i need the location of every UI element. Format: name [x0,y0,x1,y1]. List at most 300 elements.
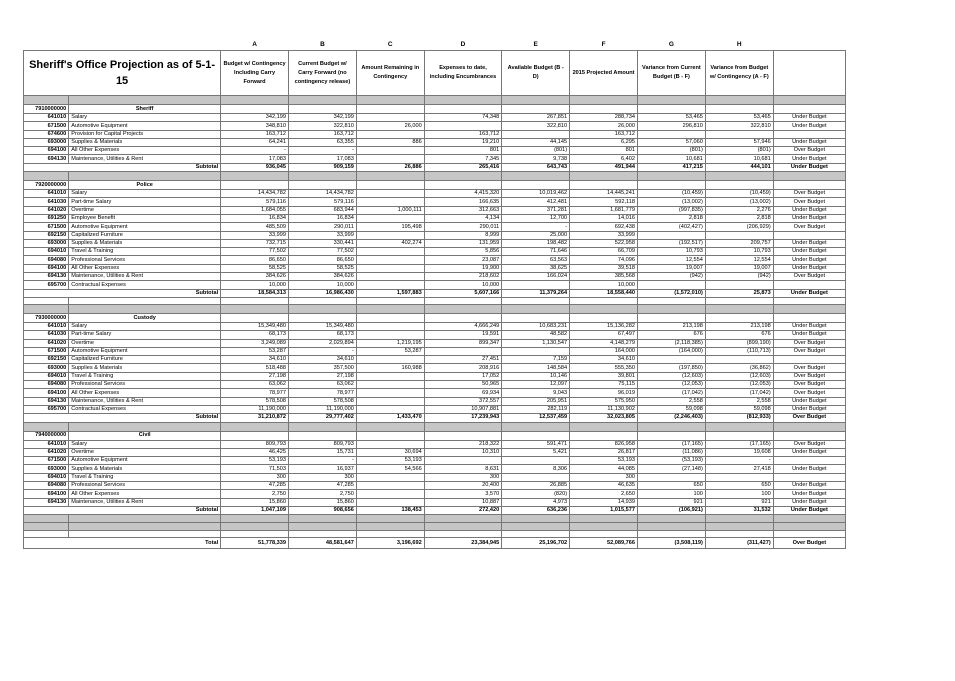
separator-cell [637,422,705,431]
value-cell: 4,973 [502,498,570,506]
separator-cell [705,523,773,531]
table-row [24,214,846,222]
blank-row [24,531,846,538]
value-cell [356,498,424,506]
account-code: 693000 [24,239,69,247]
section-separator [24,422,846,431]
value-cell: 53,193 [221,457,289,465]
letter-blank [773,40,845,51]
account-code: 693000 [24,138,69,146]
value-cell: 26,000 [570,122,638,130]
account-description: Capitalized Furniture [69,356,221,364]
table-row [24,448,846,456]
value-cell: 290,011 [424,223,502,231]
value-cell: (12,603) [705,372,773,380]
value-cell: 555,350 [570,364,638,372]
account-code: 641020 [24,206,69,214]
value-cell: 163,712 [424,130,502,138]
empty-cell [773,181,845,190]
value-cell: 6,402 [570,155,638,163]
value-cell: 2,558 [705,397,773,405]
section-header [24,431,846,440]
value-cell: 205,951 [502,397,570,405]
value-cell: 33,999 [570,231,638,239]
table-row [24,405,846,413]
column-header: Amount Remaining in Contingency [356,51,424,96]
value-cell: 63,355 [288,138,356,146]
value-cell [637,356,705,364]
value-cell: 14,434,782 [288,190,356,198]
status-cell: Under Budget [773,322,845,330]
value-cell: 54,566 [356,465,424,473]
status-cell [773,281,845,289]
table-row [24,347,846,355]
empty-cell [69,531,221,538]
value-cell: 10,681 [637,155,705,163]
value-cell: 10,000 [288,281,356,289]
value-cell: 809,793 [221,440,289,448]
column-header: Available Budget (B - D) [502,51,570,96]
subtotal-value: 491,944 [570,163,638,171]
account-description: All Other Expenses [69,490,221,498]
account-code: 694100 [24,389,69,397]
section-separator [24,304,846,313]
status-cell [773,130,845,138]
column-letter: G [668,40,674,48]
value-cell [705,281,773,289]
empty-cell [637,297,705,304]
subtotal-value: 909,159 [288,163,356,171]
account-code: 694130 [24,397,69,405]
value-cell: 38,625 [502,264,570,272]
separator-cell [424,172,502,181]
value-cell: 14,434,782 [221,190,289,198]
value-cell [502,347,570,355]
value-cell: 77,502 [221,248,289,256]
subtotal-value: 25,873 [705,289,773,297]
empty-cell [773,431,845,440]
value-cell: 19,007 [705,264,773,272]
separator-cell [424,515,502,523]
column-letter: F [601,40,606,48]
status-cell: Under Budget [773,248,845,256]
empty-cell [356,297,424,304]
value-cell: 218,322 [424,440,502,448]
value-cell: 19,608 [705,448,773,456]
value-cell [502,281,570,289]
value-cell [637,231,705,239]
value-cell: (53,193) [637,457,705,465]
value-cell: 342,199 [221,114,289,122]
value-cell: 322,810 [502,122,570,130]
section-separator [24,523,846,531]
subtotal-label: Subtotal [24,506,221,514]
table-row [24,490,846,498]
value-cell: 47,285 [288,481,356,489]
subtotal-value: 26,886 [356,163,424,171]
value-cell: 10,907,881 [424,405,502,413]
empty-cell [24,297,69,304]
value-cell: 148,584 [502,364,570,372]
section-name: Civil [69,431,221,440]
value-cell: (36,862) [705,364,773,372]
value-cell: (17,165) [637,440,705,448]
value-cell: 77,502 [288,248,356,256]
value-cell [502,457,570,465]
value-cell: 34,610 [288,356,356,364]
value-cell: 921 [637,498,705,506]
empty-cell [356,531,424,538]
status-cell: Over Budget [773,273,845,281]
value-cell: 17,052 [424,372,502,380]
value-cell: 676 [705,331,773,339]
table-row [24,440,846,448]
subtotal-value: (106,921) [637,506,705,514]
empty-cell [502,297,570,304]
subtotal-label: Subtotal [24,163,221,171]
value-cell: 64,241 [221,138,289,146]
value-cell [356,331,424,339]
value-cell: 59,098 [705,405,773,413]
value-cell: 1,130,547 [502,339,570,347]
value-cell [356,198,424,206]
table-row [24,206,846,214]
value-cell: 14,939 [570,498,638,506]
separator-cell [570,304,638,313]
empty-cell [356,105,424,114]
value-cell: 330,441 [288,239,356,247]
account-code: 671500 [24,122,69,130]
value-cell: 63,062 [288,381,356,389]
value-cell [356,231,424,239]
table-row [24,248,846,256]
status-cell: Over Budget [773,389,845,397]
separator-cell [424,96,502,105]
value-cell [637,281,705,289]
subtotal-status: Over Budget [773,414,845,422]
value-cell [356,481,424,489]
account-description: Supplies & Materials [69,364,221,372]
empty-cell [221,531,289,538]
column-letter: A [252,40,257,48]
separator-cell [424,304,502,313]
value-cell: 412,481 [502,198,570,206]
value-cell: 1,681,779 [570,206,638,214]
empty-cell [288,181,356,190]
value-cell: 59,098 [637,405,705,413]
value-cell: 67,497 [570,331,638,339]
value-cell: 10,000 [570,281,638,289]
value-cell: 650 [705,481,773,489]
table-row [24,473,846,481]
value-cell: 12,554 [705,256,773,264]
empty-cell [502,181,570,190]
value-cell: 2,750 [288,490,356,498]
subtotal-status: Under Budget [773,163,845,171]
value-cell: 11,190,000 [288,405,356,413]
column-letter-row [24,40,846,51]
value-cell: 1,684,055 [221,206,289,214]
section-header [24,313,846,322]
section-code: 7940000000 [24,431,69,440]
separator-cell [773,96,845,105]
value-cell [356,256,424,264]
empty-cell [570,531,638,538]
account-description: All Other Expenses [69,389,221,397]
value-cell: 371,281 [502,206,570,214]
value-cell: 53,465 [637,114,705,122]
section-name: Police [69,181,221,190]
subtotal-value: 1,047,109 [221,506,289,514]
separator-cell [221,96,289,105]
value-cell: 17,083 [288,155,356,163]
value-cell: 12,700 [502,214,570,222]
value-cell: (942) [637,273,705,281]
value-cell: 15,136,282 [570,322,638,330]
account-description: Salary [69,440,221,448]
value-cell: 578,508 [288,397,356,405]
value-cell: 71,646 [502,248,570,256]
value-cell: 575,950 [570,397,638,405]
section-code: 7930000000 [24,313,69,322]
value-cell: 5,421 [502,448,570,456]
value-cell: 14,445,241 [570,190,638,198]
empty-cell [69,297,221,304]
value-cell: 58,525 [221,264,289,272]
value-cell: (801) [637,147,705,155]
value-cell [356,397,424,405]
spreadsheet [23,40,846,549]
account-code: 691250 [24,214,69,222]
status-cell: Under Budget [773,264,845,272]
value-cell: (801) [502,147,570,155]
separator-cell [288,515,356,523]
separator-cell [221,172,289,181]
value-cell: (942) [705,273,773,281]
value-cell: 33,999 [288,231,356,239]
status-cell: Under Budget [773,114,845,122]
value-cell: 74,096 [570,256,638,264]
column-header: Expenses to date, including Encumbrances [424,51,502,96]
account-description: Overtime [69,448,221,456]
value-cell: (12,053) [705,381,773,389]
value-cell: (17,165) [705,440,773,448]
account-description: Contractual Expenses [69,405,221,413]
value-cell: - [288,147,356,155]
value-cell: 195,498 [356,223,424,231]
value-cell: 27,198 [221,372,289,380]
value-cell [356,147,424,155]
table-row [24,331,846,339]
table-row [24,273,846,281]
value-cell: 163,712 [570,130,638,138]
value-cell: 96,019 [570,389,638,397]
value-cell: 10,681 [705,155,773,163]
empty-cell [705,297,773,304]
account-description: Supplies & Materials [69,239,221,247]
value-cell: 9,043 [502,389,570,397]
value-cell: 385,568 [570,273,638,281]
table-row [24,130,846,138]
account-code: 694130 [24,155,69,163]
empty-cell [773,313,845,322]
empty-cell [221,105,289,114]
value-cell: 57,946 [705,138,773,146]
section-separator [24,172,846,181]
empty-cell [424,313,502,322]
value-cell: 4,148,279 [570,339,638,347]
empty-cell [221,181,289,190]
value-cell: 2,650 [570,490,638,498]
account-code: 694100 [24,264,69,272]
value-cell: 15,860 [288,498,356,506]
table-row [24,264,846,272]
status-cell: Under Budget [773,405,845,413]
value-cell [356,155,424,163]
empty-cell [570,297,638,304]
subtotal-value: (1,572,010) [637,289,705,297]
value-cell: 290,011 [288,223,356,231]
empty-cell [637,313,705,322]
value-cell: - [502,223,570,231]
table-row [24,281,846,289]
account-description: All Other Expenses [69,147,221,155]
value-cell: 300 [288,473,356,481]
value-cell: 8,306 [502,465,570,473]
value-cell: 26,885 [502,481,570,489]
account-description: Travel & Training [69,248,221,256]
empty-cell [705,181,773,190]
empty-cell [288,313,356,322]
separator-cell [705,515,773,523]
status-cell: Under Budget [773,206,845,214]
value-cell: 384,626 [288,273,356,281]
section-header [24,105,846,114]
column-letter: C [387,40,393,48]
value-cell: 8,631 [424,465,502,473]
separator-cell [637,96,705,105]
table-row [24,114,846,122]
value-cell: 288,734 [570,114,638,122]
separator-cell [221,422,289,431]
account-code: 695700 [24,405,69,413]
separator-cell [773,523,845,531]
value-cell: 213,198 [705,322,773,330]
separator-cell [356,304,424,313]
section-separator [24,515,846,523]
value-cell: (17,042) [637,389,705,397]
separator-cell [69,523,221,531]
account-code: 694100 [24,147,69,155]
value-cell: 676 [637,331,705,339]
status-cell [773,457,845,465]
table-row [24,155,846,163]
status-cell: Under Budget [773,448,845,456]
value-cell: 208,916 [424,364,502,372]
value-cell: 15,731 [288,448,356,456]
separator-cell [288,172,356,181]
value-cell: 6,295 [570,138,638,146]
separator-cell [356,172,424,181]
account-code: 692150 [24,356,69,364]
value-cell: 17,083 [221,155,289,163]
table-row [24,339,846,347]
column-header: Current Budget w/ Carry Forward (no contingency release) [288,51,356,96]
account-description: Salary [69,190,221,198]
value-cell: 50,965 [424,381,502,389]
total-label: Total [24,538,221,549]
separator-cell [221,304,289,313]
value-cell: 163,712 [221,130,289,138]
empty-cell [424,431,502,440]
value-cell: 53,193 [356,457,424,465]
subtotal-value: 12,537,459 [502,414,570,422]
account-code: 641010 [24,440,69,448]
total-value: (311,427) [705,538,773,549]
subtotal-status: Under Budget [773,506,845,514]
separator-cell [24,96,69,105]
account-description: Part-time Salary [69,198,221,206]
value-cell: 801 [424,147,502,155]
account-description: Maintenance, Utilities & Rent [69,498,221,506]
account-code: 693000 [24,364,69,372]
value-cell: 809,793 [288,440,356,448]
table-row [24,223,846,231]
status-cell: Under Budget [773,498,845,506]
value-cell: 2,750 [221,490,289,498]
value-cell: (801) [705,147,773,155]
account-description: Professional Services [69,381,221,389]
subtotal-value: 908,656 [288,506,356,514]
value-cell: 23,087 [424,256,502,264]
table-row [24,389,846,397]
subtotal-value: 1,015,577 [570,506,638,514]
separator-cell [502,304,570,313]
value-cell: 296,810 [637,122,705,130]
value-cell: 10,146 [502,372,570,380]
value-cell: 10,000 [221,281,289,289]
value-cell: 899,347 [424,339,502,347]
value-cell: 300 [424,473,502,481]
value-cell: 7,345 [424,155,502,163]
separator-cell [705,96,773,105]
value-cell: 27,198 [288,372,356,380]
blank-row [24,297,846,304]
separator-cell [637,172,705,181]
subtotal-value: 444,101 [705,163,773,171]
value-cell [356,273,424,281]
account-description: Automotive Equipment [69,122,221,130]
account-code: 692150 [24,231,69,239]
value-cell: 16,834 [288,214,356,222]
value-cell: 26,000 [356,122,424,130]
subtotal-value: 272,420 [424,506,502,514]
value-cell: - [705,457,773,465]
value-cell: 198,482 [502,239,570,247]
value-cell: 46,425 [221,448,289,456]
separator-cell [773,172,845,181]
total-value: 48,581,647 [288,538,356,549]
value-cell: 78,977 [288,389,356,397]
status-cell: Over Budget [773,372,845,380]
value-cell: 71,503 [221,465,289,473]
value-cell [705,356,773,364]
account-description: Overtime [69,339,221,347]
table-row [24,397,846,405]
separator-cell [502,523,570,531]
value-cell [356,322,424,330]
separator-cell [69,96,221,105]
